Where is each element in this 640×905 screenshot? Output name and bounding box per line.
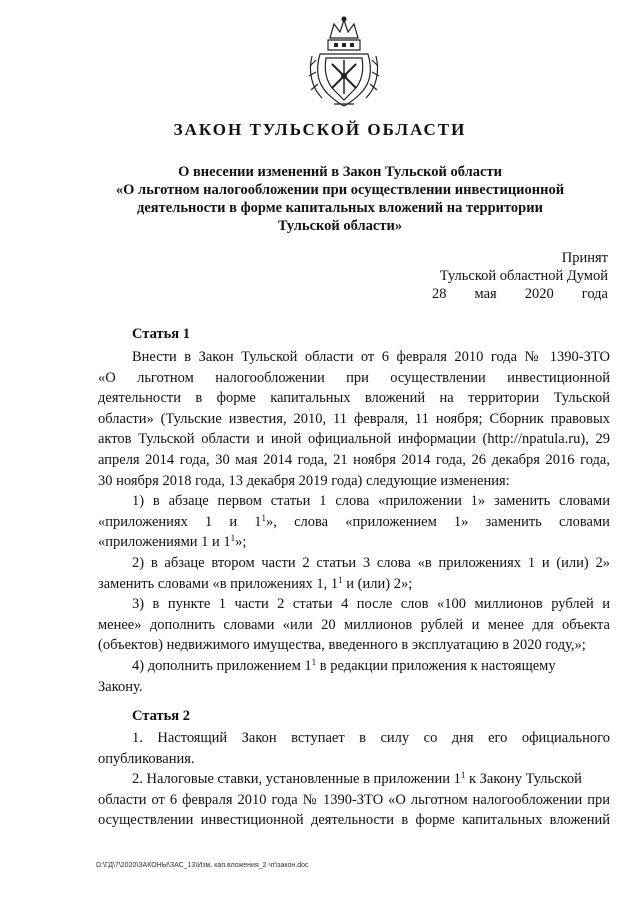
item1-line <box>98 532 610 553</box>
item3-line: менее» дополнить словами «или 20 миллионов рублей и менее для объекта <box>98 616 610 633</box>
text-part: «приложениями 1 и 1 <box>98 534 231 551</box>
text-part: к Закону Тульской <box>465 771 582 788</box>
text-line <box>98 769 610 790</box>
word: «приложением <box>345 513 437 530</box>
subject-line: Тульской области» <box>277 218 403 234</box>
article2-body <box>98 728 610 831</box>
word: слова <box>294 513 329 530</box>
item1-line: 1) в абзаце первом статьи 1 слова «приложении 1» заменить словами <box>132 493 610 510</box>
text-line: деятельности в форме капитальных вложений на территории Тульской <box>98 390 610 407</box>
article1-body <box>98 347 610 697</box>
item4-line: Закону. <box>98 678 143 695</box>
text-part: и (или) 2»; <box>342 575 413 592</box>
item1-line <box>98 512 610 533</box>
text-line: осуществлении инвестиционной деятельности в форме капитальных вложений <box>98 812 610 829</box>
law-subject <box>100 163 580 235</box>
text-part: 2. Налоговые ставки, установленные в приложении 1 <box>132 771 461 788</box>
adopted-day: 28 <box>432 286 447 302</box>
text-line: 1. Настоящий Закон вступает в силу со дня его официального <box>132 730 610 746</box>
word: 1 <box>205 513 213 530</box>
text-line: «О льготном налогообложении при осуществлении инвестиционной <box>98 369 610 386</box>
word: заменить <box>485 513 542 530</box>
article1-heading: Статья 1 <box>132 326 190 342</box>
law-title: ЗАКОН ТУЛЬСКОЙ ОБЛАСТИ <box>173 120 467 139</box>
superscript: 1 <box>261 512 267 523</box>
text-line: 30 ноября 2018 года, 13 декабря 2019 года) следующие изменения: <box>98 472 510 489</box>
word-part: », <box>266 513 277 530</box>
item3-line: (объектов) недвижимого имущества, введенного в эксплуатацию в 2020 году,»; <box>98 637 586 654</box>
text-part: 4) дополнить приложением 1 <box>132 657 312 674</box>
word-part: 1 <box>254 513 262 530</box>
article2-heading: Статья 2 <box>132 708 190 724</box>
adopted-year: 2020 <box>524 286 554 302</box>
adopted-word: Принят <box>561 250 608 266</box>
word: и <box>229 513 238 530</box>
adopted-month: мая <box>474 286 497 302</box>
superscript: 1 <box>230 533 236 544</box>
text-part: »; <box>235 534 247 551</box>
adoption-block <box>420 249 608 303</box>
adopted-suffix: года <box>581 286 608 302</box>
superscript: 1 <box>460 770 466 781</box>
file-path-footer: D:\ГД\7\2020\ЗАКОНЫ\ЗАС_13\Изм. кап.вложения_2 чт\закон.doc <box>96 862 309 869</box>
text-line: Внести в Закон Тульской области от 6 февраля 2010 года № 1390-ЗТО <box>132 349 610 365</box>
adopted-body: Тульской областной Думой <box>439 268 608 284</box>
word <box>254 512 277 533</box>
item2-line <box>98 574 610 595</box>
text-part: заменить словами «в приложениях 1, 1 <box>98 575 339 592</box>
word: 1» <box>453 513 469 530</box>
adopted-date <box>420 285 608 303</box>
subject-line: О внесении изменений в Закон Тульской области <box>178 164 502 180</box>
word: «приложениях <box>98 513 188 530</box>
subject-line: деятельности в форме капитальных вложений на территории <box>137 200 543 216</box>
text-line: области» (Тульские известия, 2010, 11 февраля, 11 ноября; Сборник правовых <box>98 410 610 427</box>
superscript: 1 <box>311 656 317 667</box>
item2-line: 2) в абзаце втором части 2 статьи 3 слова «в приложениях 1 и (или) 2» <box>132 554 610 571</box>
item3-line: 3) в пункте 1 части 2 статьи 4 после слов «100 миллионов рублей и <box>132 596 610 613</box>
superscript: 1 <box>338 574 343 585</box>
item4-line <box>98 656 610 677</box>
text-line: области от 6 февраля 2010 года № 1390-ЗТО «О льготном налогообложении при <box>98 791 610 808</box>
text-line: апреля 2014 года, 30 мая 2014 года, 21 ноября 2014 года, 26 декабря 2016 года, <box>98 451 610 468</box>
text-line: актов Тульской области и иной официальной информации (http://npatula.ru), 29 <box>98 431 610 448</box>
subject-line: «О льготном налогообложении при осуществлении инвестиционной <box>115 182 565 198</box>
word: словами <box>558 513 610 530</box>
text-line: опубликования. <box>98 750 195 767</box>
tula-coat-of-arms-icon <box>306 16 382 108</box>
text-part: в редакции приложения к настоящему <box>316 657 556 674</box>
